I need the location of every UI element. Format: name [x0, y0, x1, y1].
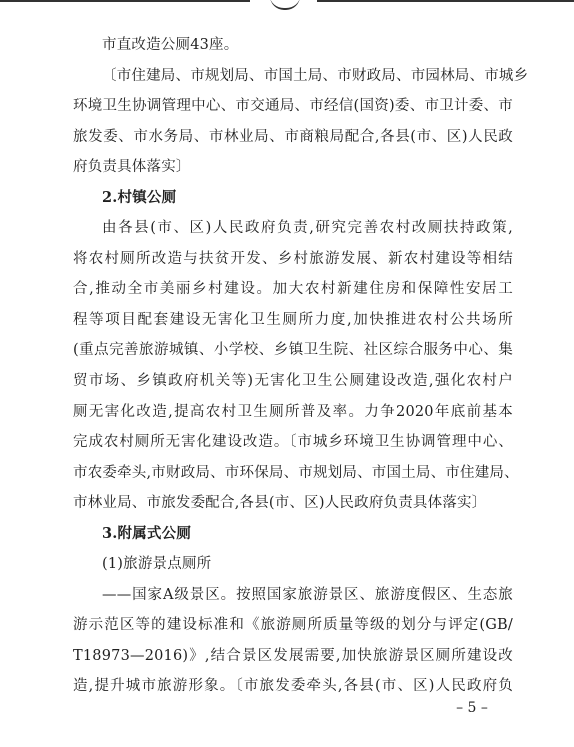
paragraph-line: 市农委牵头,市财政局、市环保局、市规划局、市国土局、市住建局、	[73, 464, 519, 481]
paragraph-line: 游示范区等的建设标准和《旅游厕所质量等级的划分与评定(GB/	[73, 617, 513, 634]
page-number: – 5 –	[456, 700, 488, 716]
section-heading: 2.村镇公厕	[102, 188, 177, 206]
paragraph-line: 完成农村厕所无害化建设改造。〔市城乡环境卫生协调管理中心、	[73, 434, 513, 451]
paragraph-line: 合,推动全市美丽乡村建设。加大农村新建住房和保障性安居工	[73, 281, 513, 298]
paragraph-line: 厕无害化改造,提高农村卫生厕所普及率。力争2020年底前基本	[73, 403, 513, 420]
document-body	[73, 30, 529, 702]
paragraph-line: 旅发委、市水务局、市林业局、市商粮局配合,各县(市、区)人民政	[73, 128, 513, 145]
paragraph-line: 由各县(市、区)人民政府负责,研究完善农村改厕扶持政策,	[102, 220, 513, 237]
paragraph-line: 〔市住建局、市规划局、市国土局、市财政局、市园林局、市城乡	[102, 67, 529, 84]
paragraph-line: 贸市场、乡镇政府机关等)无害化卫生公厕建设改造,强化农村户	[73, 373, 513, 390]
paragraph-line: T18973—2016)》,结合景区发展需要,加快旅游景区厕所建设改	[73, 647, 513, 664]
paragraph-line: (重点完善旅游城镇、小学校、乡镇卫生院、社区综合服务中心、集	[73, 342, 513, 359]
paragraph-line: 将农村厕所改造与扶贫开发、乡村旅游发展、新农村建设等相结	[73, 250, 513, 267]
header-ornament	[270, 0, 300, 10]
paragraph-line: 环境卫生协调管理中心、市交通局、市经信(国资)委、市卫计委、市	[73, 98, 513, 115]
paragraph-line: 造,提升城市旅游形象。〔市旅发委牵头,各县(市、区)人民政府负	[73, 678, 513, 695]
header-rule-right	[317, 0, 574, 2]
section-heading: 3.附属式公厕	[102, 524, 192, 542]
paragraph-line: 市直改造公厕43座。	[102, 37, 239, 53]
paragraph-line: ——国家A级景区。按照国家旅游景区、旅游度假区、生态旅	[102, 586, 513, 603]
header-rule-left	[0, 0, 250, 2]
paragraph-line: 市林业局、市旅发委配合,各县(市、区)人民政府负责具体落实〕	[73, 495, 487, 512]
header-rule	[0, 0, 574, 12]
paragraph-line: 程等项目配套建设无害化卫生厕所力度,加快推进农村公共场所	[73, 311, 513, 328]
paragraph-line: 府负责具体落实〕	[73, 159, 191, 176]
paragraph-line: (1)旅游景点厕所	[102, 556, 212, 573]
